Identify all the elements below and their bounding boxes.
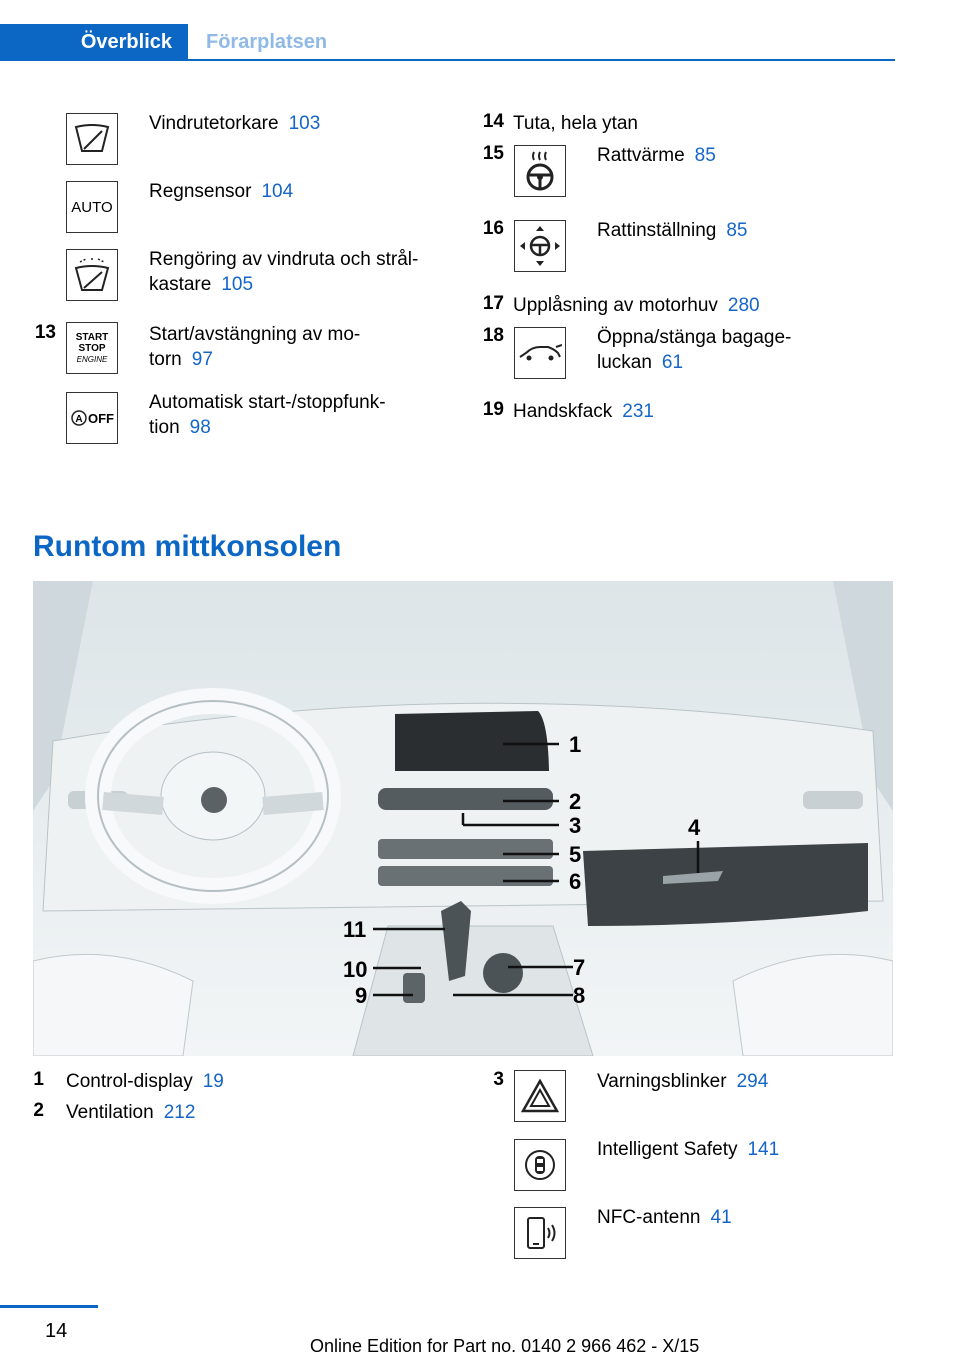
footer-accent-line [0,1305,98,1308]
item-label: Rattvärme [597,145,685,166]
callout-label: 4 [688,815,701,840]
section-heading: Runtom mittkonsolen [33,530,342,563]
list-item [597,325,791,375]
page-ref-link[interactable]: 105 [221,274,254,295]
trunk-icon [514,327,566,379]
auto-icon: AUTO [66,181,118,233]
item-number: 2 [33,1100,44,1121]
list-item [149,322,360,372]
callout-label: 7 [573,955,586,980]
list-item [149,390,386,440]
list-item [597,218,747,243]
item-number: 13 [34,322,56,343]
list-item [149,247,418,297]
list-item [66,1100,195,1125]
page-ref-link[interactable]: 61 [661,352,684,373]
tab-bar [0,24,360,60]
item-label: Vindrutetorkare [149,113,279,134]
item-label: Automatisk start-/stoppfunk- [149,392,386,413]
page-ref-link[interactable]: 41 [710,1207,732,1228]
callout-label: 9 [355,983,368,1008]
item-label: Rengöring av vindruta och strål- [149,249,419,270]
wiper-icon [66,113,118,165]
item-number: 16 [482,218,504,239]
callout-label: 2 [569,789,582,814]
item-number: 15 [482,143,504,164]
item-number: 17 [482,293,504,314]
item-label-cont: kastare [149,274,212,295]
nfc-icon [514,1207,566,1259]
item-label-cont: tion [149,417,180,438]
page-ref-link[interactable]: 103 [288,113,321,134]
page-number: 14 [45,1320,68,1342]
item-label-cont: torn [149,349,182,370]
callout-label: 10 [343,957,368,982]
list-item [597,1205,732,1230]
page-ref-link[interactable]: 85 [726,220,748,241]
callout-label: 8 [573,983,586,1008]
callout-label: 3 [569,813,582,838]
item-number: 18 [482,325,504,346]
tab-driver-area[interactable]: Förarplatsen [206,31,328,53]
list-item [513,399,654,424]
steering-adjust-icon [514,220,566,272]
callout-label: 1 [569,732,582,757]
tab-overview[interactable]: Överblick [0,24,188,60]
list-item [149,111,320,136]
page-ref-link[interactable]: 231 [622,401,654,422]
page-ref-link[interactable]: 97 [191,349,213,370]
page-ref-link[interactable]: 141 [747,1139,780,1160]
item-label: Intelligent Safety [597,1139,738,1160]
item-number: 19 [482,399,504,420]
start-stop-icon: START STOP ENGINE [66,322,118,374]
callout-label: 11 [343,917,367,942]
hazard-icon [514,1070,566,1122]
item-label: Varningsblinker [597,1071,727,1092]
list-item [597,143,716,168]
page-ref-link[interactable]: 85 [694,145,716,166]
item-label: Tuta, hela ytan [513,113,638,134]
list-item [149,179,293,204]
item-label: Handskfack [513,401,613,422]
list-item [597,1069,768,1094]
item-label-cont: luckan [597,352,652,373]
intelligent-safety-icon [514,1139,566,1191]
item-label: Regnsensor [149,181,252,202]
item-number: 3 [493,1069,504,1090]
list-item [513,293,760,318]
dashboard-illustration [33,581,893,1056]
page-ref-link[interactable]: 212 [163,1102,196,1123]
tab-underline [0,59,895,61]
item-label: Öppna/stänga bagage- [597,327,792,348]
item-label: Rattinställning [597,220,717,241]
callout-label: 6 [569,869,582,894]
item-label: Ventilation [66,1102,154,1123]
item-label: Control-display [66,1071,193,1092]
callout-label: 5 [569,842,582,867]
page-ref-link[interactable]: 294 [736,1071,769,1092]
item-number: 14 [482,111,504,132]
page-ref-link[interactable]: 104 [261,181,294,202]
svg-text:A: A [75,414,83,425]
footer-text: Online Edition for Part no. 0140 2 966 462 - X/15 [310,1336,700,1356]
page-ref-link[interactable]: 19 [202,1071,224,1092]
item-number: 1 [33,1069,44,1090]
item-label: Upplåsning av motorhuv [513,295,718,316]
page-ref-link[interactable]: 280 [727,295,760,316]
item-label: NFC-antenn [597,1207,701,1228]
page-ref-link[interactable]: 98 [189,417,211,438]
steering-heat-icon [514,145,566,197]
list-item [597,1137,779,1162]
washer-icon [66,249,118,301]
auto-start-stop-off-icon: A OFF [66,392,118,444]
item-label: Start/avstängning av mo- [149,324,361,345]
list-item [66,1069,224,1094]
dashboard-drawing [33,581,893,1056]
